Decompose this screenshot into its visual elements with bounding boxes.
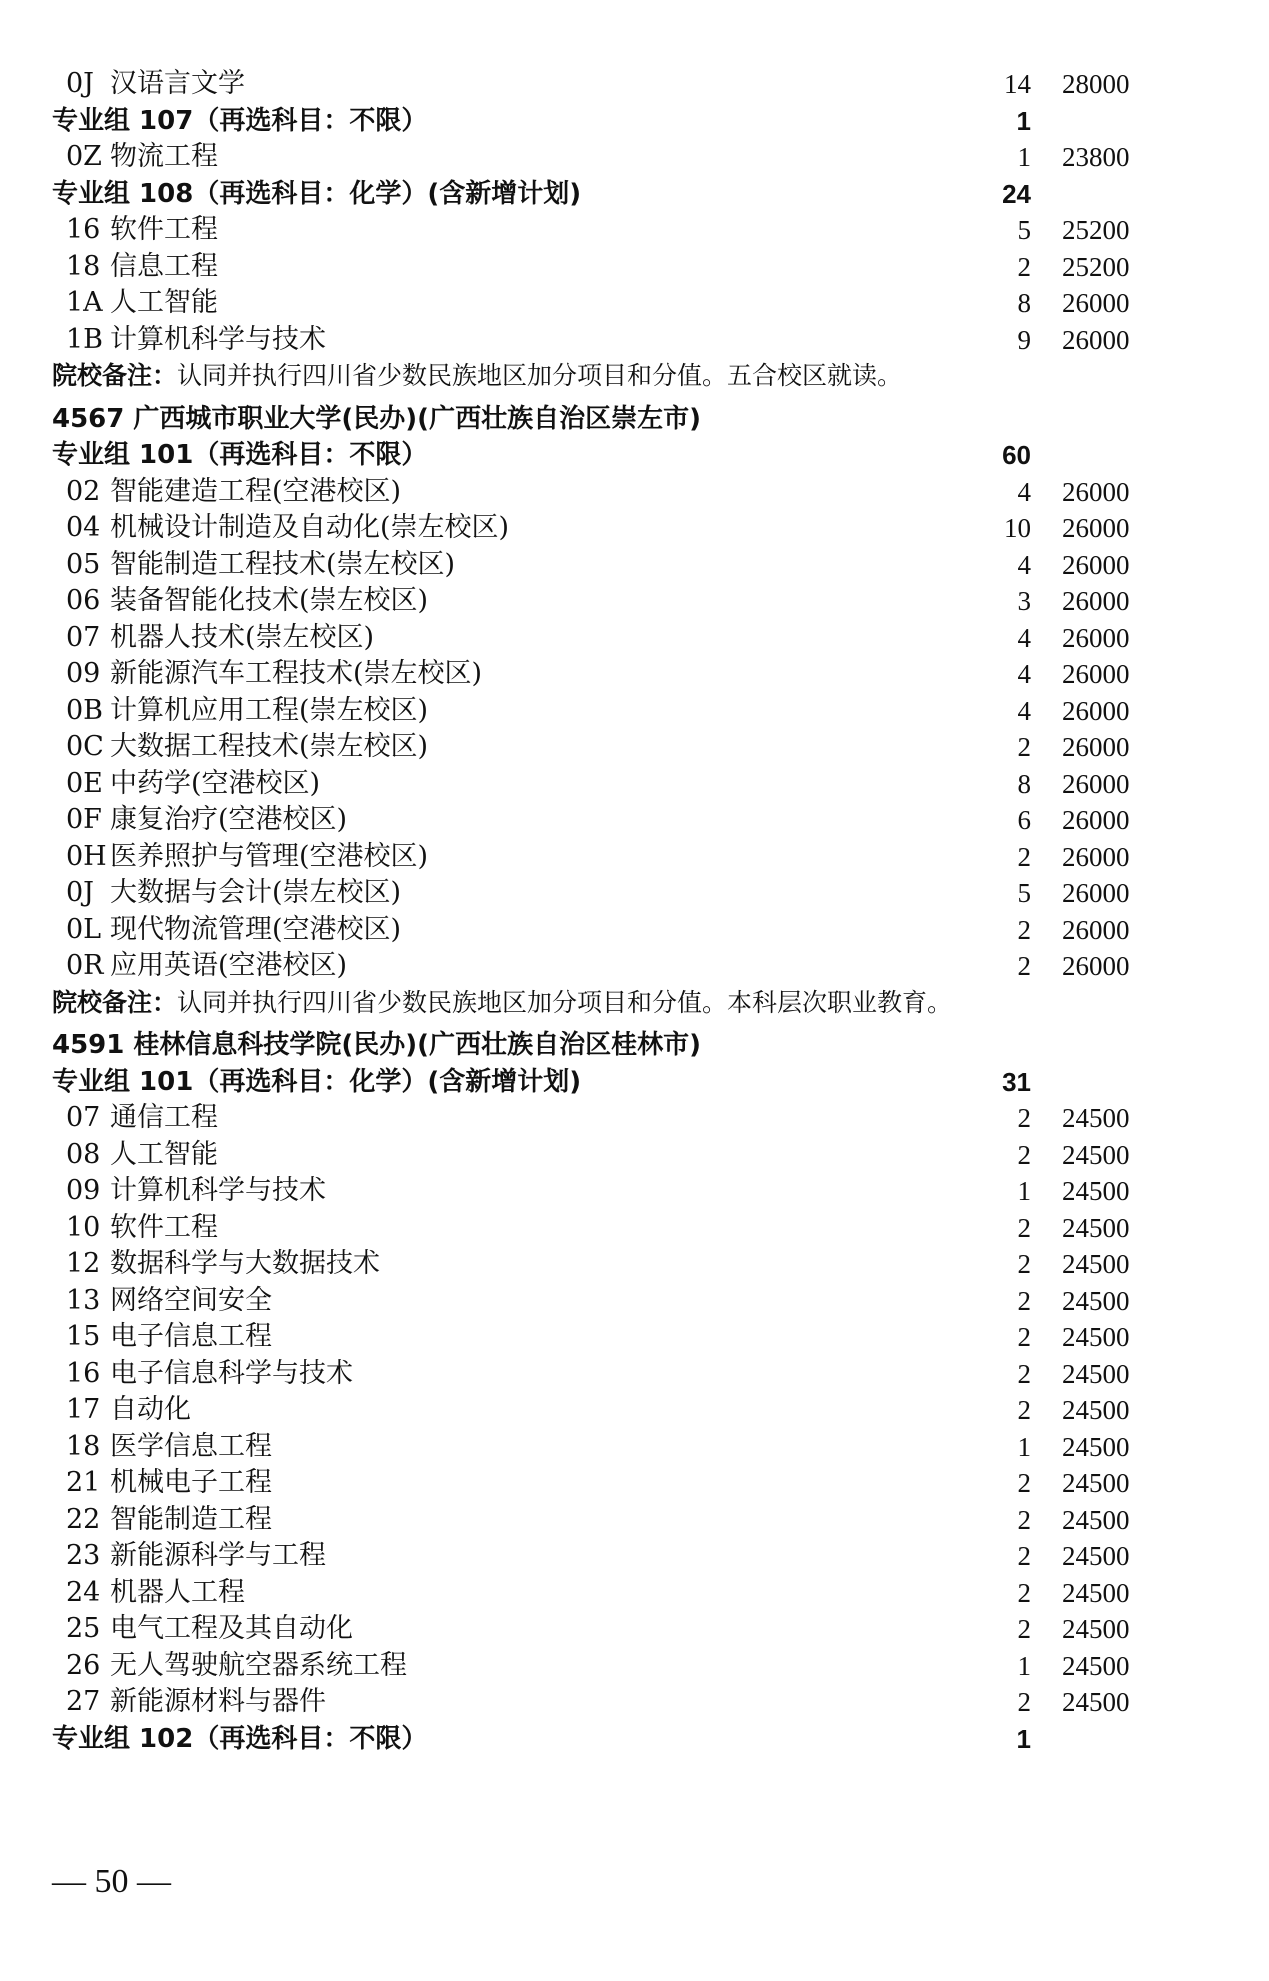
major-row xyxy=(0,912,1269,948)
major-tuition: 26000 xyxy=(1062,842,1130,872)
major-name: 智能制造工程技术(崇左校区) xyxy=(110,549,456,580)
major-row xyxy=(0,1538,1269,1574)
major-plan-count: 2 xyxy=(1017,1140,1031,1170)
major-name: 新能源汽车工程技术(崇左校区) xyxy=(110,658,483,689)
major-name: 网络空间安全 xyxy=(110,1285,272,1316)
major-name: 新能源材料与器件 xyxy=(110,1686,326,1717)
major-name: 计算机应用工程(崇左校区) xyxy=(110,695,429,726)
major-name: 计算机科学与技术 xyxy=(110,1175,326,1206)
major-plan-count: 2 xyxy=(1017,1578,1031,1608)
major-tuition: 26000 xyxy=(1062,696,1130,726)
major-code: 0J xyxy=(66,68,95,99)
major-plan-count: 5 xyxy=(1017,878,1031,908)
major-plan-count: 4 xyxy=(1017,477,1031,507)
major-tuition: 26000 xyxy=(1062,878,1130,908)
major-plan-count: 6 xyxy=(1017,805,1031,835)
major-tuition: 26000 xyxy=(1062,951,1130,981)
major-tuition: 24500 xyxy=(1062,1140,1130,1170)
major-tuition: 24500 xyxy=(1062,1395,1130,1425)
major-row xyxy=(0,322,1269,358)
major-name: 大数据与会计(崇左校区) xyxy=(110,877,402,908)
note-text: 认同并执行四川省少数民族地区加分项目和分值。五合校区就读。 xyxy=(177,361,903,390)
major-row xyxy=(0,1319,1269,1355)
major-plan-count: 5 xyxy=(1017,215,1031,245)
note-text: 认同并执行四川省少数民族地区加分项目和分值。本科层次职业教育。 xyxy=(177,988,953,1017)
major-row xyxy=(0,729,1269,765)
major-code: 18 xyxy=(66,251,101,282)
school-note xyxy=(0,358,1269,394)
major-row xyxy=(0,875,1269,911)
major-row xyxy=(0,693,1269,729)
major-tuition: 28000 xyxy=(1062,69,1130,99)
major-row xyxy=(0,510,1269,546)
group-label: 专业组 102（再选科目：不限） xyxy=(52,1724,428,1754)
major-row xyxy=(0,802,1269,838)
major-name: 电子信息工程 xyxy=(110,1321,272,1352)
major-plan-count: 4 xyxy=(1017,623,1031,653)
major-tuition: 24500 xyxy=(1062,1322,1130,1352)
major-code: 10 xyxy=(66,1212,101,1243)
major-name: 现代物流管理(空港校区) xyxy=(110,914,402,945)
major-name: 软件工程 xyxy=(110,214,218,245)
major-row xyxy=(0,1356,1269,1392)
major-code: 18 xyxy=(66,1431,101,1462)
major-name: 数据科学与大数据技术 xyxy=(110,1248,380,1279)
major-tuition: 24500 xyxy=(1062,1651,1130,1681)
major-group-header xyxy=(0,176,1269,212)
group-plan-count: 31 xyxy=(1002,1067,1031,1097)
major-row xyxy=(0,583,1269,619)
school-header xyxy=(0,401,1269,437)
major-tuition: 24500 xyxy=(1062,1103,1130,1133)
note-label: 院校备注： xyxy=(52,988,178,1017)
major-row xyxy=(0,1173,1269,1209)
major-plan-count: 8 xyxy=(1017,288,1031,318)
group-plan-count: 24 xyxy=(1002,179,1031,209)
major-plan-count: 2 xyxy=(1017,1286,1031,1316)
major-row xyxy=(0,285,1269,321)
major-code: 12 xyxy=(66,1248,101,1279)
major-code: 0J xyxy=(66,877,95,908)
major-code: 22 xyxy=(66,1504,101,1535)
major-name: 电子信息科学与技术 xyxy=(110,1358,353,1389)
major-code: 0C xyxy=(66,731,104,762)
major-row xyxy=(0,66,1269,102)
major-tuition: 24500 xyxy=(1062,1249,1130,1279)
major-tuition: 23800 xyxy=(1062,142,1130,172)
major-plan-count: 1 xyxy=(1017,1432,1031,1462)
group-label: 专业组 108（再选科目：化学）(含新增计划) xyxy=(52,179,582,209)
major-group-header xyxy=(0,437,1269,473)
major-plan-count: 1 xyxy=(1017,1651,1031,1681)
major-tuition: 26000 xyxy=(1062,805,1130,835)
school-note xyxy=(0,985,1269,1021)
major-tuition: 24500 xyxy=(1062,1359,1130,1389)
major-plan-count: 2 xyxy=(1017,1541,1031,1571)
major-name: 人工智能 xyxy=(110,1139,218,1170)
major-code: 0H xyxy=(66,841,107,872)
major-code: 08 xyxy=(66,1139,101,1170)
note-line xyxy=(52,358,902,394)
major-tuition: 24500 xyxy=(1062,1176,1130,1206)
major-tuition: 24500 xyxy=(1062,1432,1130,1462)
major-group-header xyxy=(0,1064,1269,1100)
major-name: 人工智能 xyxy=(110,287,218,318)
major-plan-count: 3 xyxy=(1017,586,1031,616)
group-plan-count: 1 xyxy=(1016,106,1031,136)
major-row xyxy=(0,1137,1269,1173)
major-name: 机器人技术(崇左校区) xyxy=(110,622,375,653)
major-code: 21 xyxy=(66,1467,101,1498)
major-code: 1A xyxy=(66,287,103,318)
major-tuition: 25200 xyxy=(1062,252,1130,282)
major-code: 06 xyxy=(66,585,101,616)
major-tuition: 26000 xyxy=(1062,915,1130,945)
major-row xyxy=(0,1100,1269,1136)
group-plan-count: 60 xyxy=(1002,440,1031,470)
major-name: 医学信息工程 xyxy=(110,1431,272,1462)
major-name: 康复治疗(空港校区) xyxy=(110,804,348,835)
major-name: 汉语言文学 xyxy=(110,68,245,99)
major-row xyxy=(0,547,1269,583)
major-code: 02 xyxy=(66,476,101,507)
major-name: 无人驾驶航空器系统工程 xyxy=(110,1650,407,1681)
major-plan-count: 2 xyxy=(1017,1505,1031,1535)
major-row xyxy=(0,1648,1269,1684)
major-row xyxy=(0,656,1269,692)
major-name: 软件工程 xyxy=(110,1212,218,1243)
major-name: 大数据工程技术(崇左校区) xyxy=(110,731,429,762)
major-plan-count: 4 xyxy=(1017,696,1031,726)
major-code: 17 xyxy=(66,1394,101,1425)
major-plan-count: 2 xyxy=(1017,1359,1031,1389)
major-row xyxy=(0,1246,1269,1282)
major-code: 16 xyxy=(66,214,101,245)
major-tuition: 26000 xyxy=(1062,732,1130,762)
major-name: 通信工程 xyxy=(110,1102,218,1133)
major-plan-count: 2 xyxy=(1017,1468,1031,1498)
major-plan-count: 1 xyxy=(1017,1176,1031,1206)
major-name: 电气工程及其自动化 xyxy=(110,1613,353,1644)
major-plan-count: 2 xyxy=(1017,1322,1031,1352)
major-code: 0R xyxy=(66,950,104,981)
major-row xyxy=(0,948,1269,984)
major-code: 16 xyxy=(66,1358,101,1389)
major-code: 0E xyxy=(66,768,103,799)
major-plan-count: 2 xyxy=(1017,842,1031,872)
major-code: 25 xyxy=(66,1613,101,1644)
major-code: 26 xyxy=(66,1650,101,1681)
major-code: 05 xyxy=(66,549,101,580)
group-label: 专业组 107（再选科目：不限） xyxy=(52,106,428,136)
major-plan-count: 2 xyxy=(1017,1687,1031,1717)
major-code: 0F xyxy=(66,804,102,835)
note-line xyxy=(52,985,952,1021)
major-plan-count: 2 xyxy=(1017,915,1031,945)
major-tuition: 24500 xyxy=(1062,1286,1130,1316)
major-plan-count: 2 xyxy=(1017,1395,1031,1425)
major-tuition: 26000 xyxy=(1062,659,1130,689)
major-group-header xyxy=(0,1721,1269,1757)
major-code: 0L xyxy=(66,914,102,945)
major-row xyxy=(0,1465,1269,1501)
major-name: 机器人工程 xyxy=(110,1577,245,1608)
page-number: — 50 — xyxy=(52,1863,171,1900)
major-row xyxy=(0,1283,1269,1319)
major-tuition: 24500 xyxy=(1062,1578,1130,1608)
major-name: 自动化 xyxy=(110,1394,191,1425)
major-plan-count: 10 xyxy=(1004,513,1031,543)
major-code: 15 xyxy=(66,1321,101,1352)
major-name: 应用英语(空港校区) xyxy=(110,950,348,981)
major-name: 机械设计制造及自动化(崇左校区) xyxy=(110,512,510,543)
major-row xyxy=(0,839,1269,875)
major-row xyxy=(0,249,1269,285)
major-row xyxy=(0,1210,1269,1246)
group-label: 专业组 101（再选科目：不限） xyxy=(52,440,428,470)
major-row xyxy=(0,1684,1269,1720)
major-plan-count: 2 xyxy=(1017,732,1031,762)
major-plan-count: 2 xyxy=(1017,951,1031,981)
major-name: 智能制造工程 xyxy=(110,1504,272,1535)
major-code: 24 xyxy=(66,1577,101,1608)
major-code: 09 xyxy=(66,1175,101,1206)
major-name: 装备智能化技术(崇左校区) xyxy=(110,585,429,616)
major-tuition: 24500 xyxy=(1062,1541,1130,1571)
major-code: 09 xyxy=(66,658,101,689)
major-name: 新能源科学与工程 xyxy=(110,1540,326,1571)
major-tuition: 24500 xyxy=(1062,1614,1130,1644)
major-plan-count: 4 xyxy=(1017,550,1031,580)
note-label: 院校备注： xyxy=(52,361,178,390)
group-plan-count: 1 xyxy=(1016,1724,1031,1754)
major-row xyxy=(0,1502,1269,1538)
major-code: 23 xyxy=(66,1540,101,1571)
school-name: 4567 广西城市职业大学(民办)(广西壮族自治区崇左市) xyxy=(52,404,701,434)
major-code: 0Z xyxy=(66,141,102,172)
major-row xyxy=(0,766,1269,802)
major-plan-count: 2 xyxy=(1017,1103,1031,1133)
major-tuition: 24500 xyxy=(1062,1505,1130,1535)
major-name: 智能建造工程(空港校区) xyxy=(110,476,402,507)
major-code: 13 xyxy=(66,1285,101,1316)
major-plan-count: 1 xyxy=(1017,142,1031,172)
major-tuition: 26000 xyxy=(1062,477,1130,507)
major-tuition: 25200 xyxy=(1062,215,1130,245)
major-name: 机械电子工程 xyxy=(110,1467,272,1498)
major-plan-count: 9 xyxy=(1017,325,1031,355)
major-tuition: 26000 xyxy=(1062,288,1130,318)
major-tuition: 26000 xyxy=(1062,586,1130,616)
major-code: 04 xyxy=(66,512,101,543)
school-name: 4591 桂林信息科技学院(民办)(广西壮族自治区桂林市) xyxy=(52,1030,701,1060)
major-row xyxy=(0,620,1269,656)
major-row xyxy=(0,212,1269,248)
major-name: 物流工程 xyxy=(110,141,218,172)
group-label: 专业组 101（再选科目：化学）(含新增计划) xyxy=(52,1067,582,1097)
major-tuition: 24500 xyxy=(1062,1213,1130,1243)
major-name: 中药学(空港校区) xyxy=(110,768,321,799)
major-plan-count: 2 xyxy=(1017,1249,1031,1279)
major-code: 1B xyxy=(66,324,104,355)
major-code: 07 xyxy=(66,1102,101,1133)
major-row xyxy=(0,474,1269,510)
major-row xyxy=(0,139,1269,175)
major-plan-count: 14 xyxy=(1004,69,1031,99)
major-row xyxy=(0,1575,1269,1611)
major-name: 医养照护与管理(空港校区) xyxy=(110,841,429,872)
major-plan-count: 2 xyxy=(1017,1614,1031,1644)
school-header xyxy=(0,1027,1269,1063)
major-code: 07 xyxy=(66,622,101,653)
major-plan-count: 2 xyxy=(1017,1213,1031,1243)
major-row xyxy=(0,1429,1269,1465)
major-tuition: 26000 xyxy=(1062,550,1130,580)
major-code: 27 xyxy=(66,1686,101,1717)
major-row xyxy=(0,1611,1269,1647)
major-plan-count: 4 xyxy=(1017,659,1031,689)
major-row xyxy=(0,1392,1269,1428)
major-tuition: 26000 xyxy=(1062,769,1130,799)
major-name: 信息工程 xyxy=(110,251,218,282)
major-plan-count: 2 xyxy=(1017,252,1031,282)
major-tuition: 26000 xyxy=(1062,623,1130,653)
major-plan-count: 8 xyxy=(1017,769,1031,799)
major-group-header xyxy=(0,103,1269,139)
major-tuition: 26000 xyxy=(1062,325,1130,355)
major-name: 计算机科学与技术 xyxy=(110,324,326,355)
major-tuition: 24500 xyxy=(1062,1468,1130,1498)
major-tuition: 26000 xyxy=(1062,513,1130,543)
major-tuition: 24500 xyxy=(1062,1687,1130,1717)
major-code: 0B xyxy=(66,695,104,726)
